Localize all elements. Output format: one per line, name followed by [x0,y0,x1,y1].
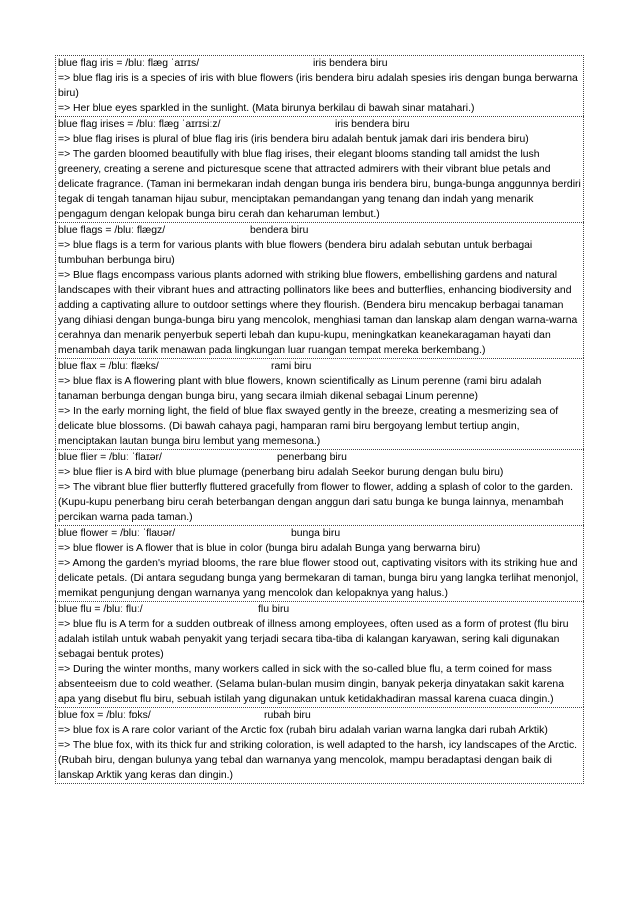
entry-example: => The vibrant blue flier butterfly fluttered gracefully from flower to flower, adding a splash of color to the garden. (Kupu-kupu penerbang biru cerah beterbangan dengan anggun dari satu bunga ke bunga lainnya, menambah percikan warna pada taman.) [58,482,574,523]
entry-headword: blue flier = /bluː ˈflaɪər/ [58,452,162,463]
dictionary-entry [55,601,584,707]
entry-translation: rami biru [271,361,312,372]
entry-header [58,117,581,132]
entry-definition: => blue flag irises is plural of blue flag iris (iris bendera biru adalah bentuk jamak dari iris bendera biru) [58,134,529,145]
entry-definition: => blue fox is A rare color variant of the Arctic fox (rubah biru adalah varian warna langka dari rubah Arktik) [58,725,548,736]
entry-example: => The blue fox, with its thick fur and striking coloration, is well adapted to the harsh, icy landscapes of the Arctic. (Rubah biru, dengan bulunya yang tebal dan warnanya yang mencolok, mampu beradaptasi dengan baik di lanskap Arktik yang keras dan dingin.) [58,740,578,781]
entry-header [58,223,581,238]
entry-example: => The garden bloomed beautifully with blue flag irises, their elegant blooms standing tall amidst the lush greenery, creating a serene and picturesque scene that attracted admirers with their vibrant blue petals and delicate fragrance. (Taman ini bermekaran indah dengan bunga iris bendera biru, bunga-bunga anggunnya berdiri tegak di tengah tanaman hijau subur, menciptakan pemandangan yang tenang dan indah yang menarik pengagum dengan kelopak bunga biru cerah dan keharuman lembut.) [58,149,581,220]
entry-translation: rubah biru [264,710,311,721]
entry-definition: => blue flax is A flowering plant with blue flowers, known scientifically as Linum perenne (rami biru adalah tanaman berbunga dengan bunga biru, yang secara ilmiah dikenal sebagai Linum perenne) [58,376,542,402]
entry-example: => During the winter months, many workers called in sick with the so-called blue flu, a term coined for mass absenteeism due to cold weather. (Selama bulan-bulan musim dingin, banyak pekerja dinyatakan sakit karena apa yang disebut flu biru, sebuah istilah yang digunakan untuk ketidakhadiran massal karena cuaca dingin.) [58,664,564,705]
entry-translation: bunga biru [291,528,341,539]
entry-example: => Blue flags encompass various plants adorned with striking blue flowers, embellishing gardens and natural landscapes with their vibrant hues and attracting pollinators like bees and butterflies, enhancing biodiversity and adding a captivating allure to outdoor settings where they flourish. (Bendera biru mencakup berbagai tanaman yang dihiasi dengan bunga-bunga biru yang mencolok, menghiasi taman dan lanskap alam dengan warna-warna cerahnya dan menarik penyerbuk seperti lebah dan kupu-kupu, meningkatkan keanekaragaman hayati dan menambah daya tarik menawan pada lingkungan luar ruangan tempat mereka berkembang.) [58,270,578,356]
entry-header [58,526,581,541]
entry-definition: => blue flag iris is a species of iris with blue flowers (iris bendera biru adalah spesies iris dengan bunga berwarna biru) [58,73,578,99]
entry-definition: => blue flier is A bird with blue plumage (penerbang biru adalah Seekor burung dengan bulu biru) [58,467,504,478]
entry-example: => Her blue eyes sparkled in the sunlight. (Mata birunya berkilau di bawah sinar matahari.) [58,103,475,114]
entry-definition: => blue flu is A term for a sudden outbreak of illness among employees, often used as a form of protest (flu biru adalah istilah untuk wabah penyakit yang terjadi secara tiba-tiba di kalangan karyawan, sering kali digunakan sebagai bentuk protes) [58,619,569,660]
dictionary-entry [55,116,584,222]
entry-headword: blue fox = /bluː fɒks/ [58,710,151,721]
dictionary-entry [55,358,584,449]
entry-headword: blue flax = /bluː flæks/ [58,361,159,372]
entry-definition: => blue flower is A flower that is blue in color (bunga biru adalah Bunga yang berwarna biru) [58,543,481,554]
dictionary-entry [55,525,584,601]
entry-header [58,56,581,71]
entry-headword: blue flower = /bluː ˈflaʊər/ [58,528,176,539]
entry-translation: flu biru [258,604,290,615]
entry-header [58,359,581,374]
entry-header [58,450,581,465]
entry-header [58,602,581,617]
dictionary-entry [55,449,584,525]
entry-example: => Among the garden's myriad blooms, the rare blue flower stood out, captivating visitors with its striking hue and delicate petals. (Di antara segudang bunga yang bermekaran di taman, bunga biru yang langka terlihat menonjol, memikat pengunjung dengan warnanya yang mencolok dan kelopaknya yang halus.) [58,558,579,599]
entry-headword: blue flag iris = /bluː flæg ˈaɪrɪs/ [58,58,200,69]
entry-translation: penerbang biru [277,452,347,463]
entry-example: => In the early morning light, the field of blue flax swayed gently in the breeze, creating a mesmerizing sea of delicate blue blossoms. (Di bawah cahaya pagi, hamparan rami biru bergoyang lembut tertiup angin, menciptakan lautan bunga biru lembut yang memesona.) [58,406,559,447]
entry-translation: bendera biru [250,225,309,236]
entry-headword: blue flags = /bluː flægz/ [58,225,166,236]
dictionary-page [55,55,584,784]
entry-translation: iris bendera biru [313,58,388,69]
entry-definition: => blue flags is a term for various plants with blue flowers (bendera biru adalah sebutan untuk berbagai tumbuhan berbunga biru) [58,240,533,266]
entry-header [58,708,581,723]
dictionary-entry [55,55,584,116]
dictionary-entry [55,707,584,784]
dictionary-entry [55,222,584,358]
entry-translation: iris bendera biru [335,119,410,130]
entry-headword: blue flag irises = /bluː flæg ˈaɪrɪsiːz/ [58,119,221,130]
entry-headword: blue flu = /bluː fluː/ [58,604,143,615]
